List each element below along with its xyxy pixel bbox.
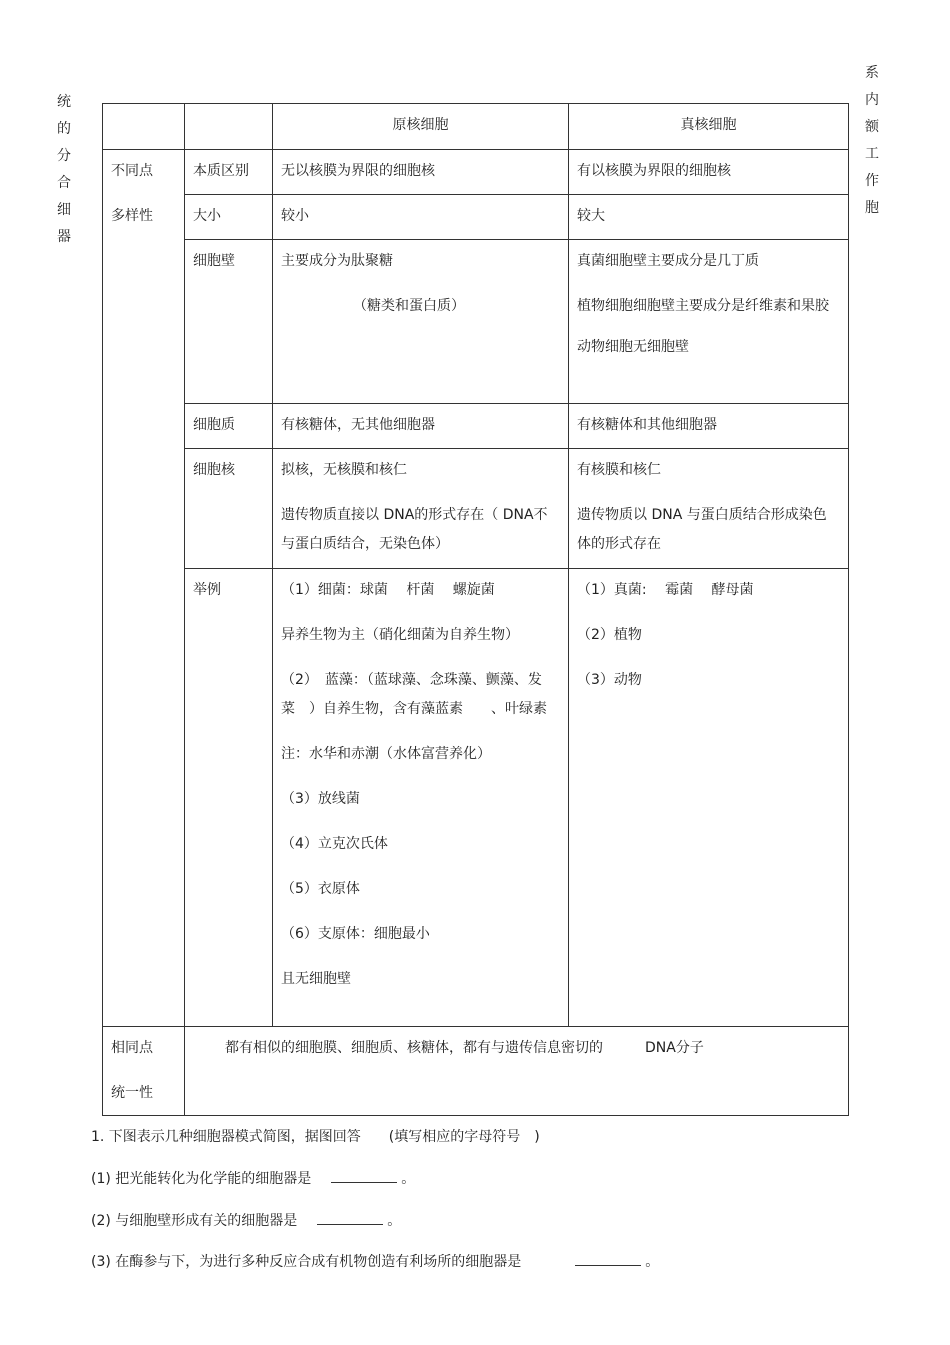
row-label-examples: 举例 bbox=[185, 569, 273, 1027]
table-row bbox=[103, 1027, 849, 1116]
comparison-table bbox=[102, 103, 849, 1116]
wall-pro-line: 主要成分为肽聚糖 bbox=[281, 253, 393, 269]
example-pro-line: （6）支原体：细胞最小 bbox=[281, 926, 430, 942]
cytoplasm-eukaryote: 有核糖体和其他细胞器 bbox=[569, 404, 849, 449]
right-margin-text bbox=[862, 60, 882, 222]
nucleus-pro-line: 遗传物质直接以 DNA的形式存在（ DNA不与蛋白质结合，无染色体） bbox=[281, 507, 548, 552]
right-margin-char: 额 bbox=[865, 119, 879, 135]
example-pro-line: 异养生物为主（硝化细菌为自养生物） bbox=[281, 627, 519, 643]
nucleus-eu-line: 有核膜和核仁 bbox=[577, 462, 661, 478]
example-pro-line: （1）细菌：球菌 杆菌 螺旋菌 bbox=[281, 582, 495, 598]
right-margin-char: 系 bbox=[865, 65, 879, 81]
left-margin-char: 统 bbox=[57, 94, 71, 110]
left-margin-text bbox=[54, 89, 74, 251]
row-label-wall: 细胞壁 bbox=[185, 240, 273, 404]
wall-eu-line: 真菌细胞壁主要成分是几丁质 bbox=[577, 253, 759, 269]
example-eu-line: （2）植物 bbox=[577, 627, 642, 643]
row-label-nucleus: 细胞核 bbox=[185, 449, 273, 569]
question-1-text: (1) 把光能转化为化学能的细胞器是 bbox=[91, 1171, 312, 1187]
wall-eu-line: 植物细胞细胞壁主要成分是纤维素和果胶 bbox=[577, 298, 829, 314]
question-3 bbox=[91, 1251, 659, 1271]
wall-eukaryote bbox=[569, 240, 849, 404]
nucleus-eu-line: 遗传物质以 DNA 与蛋白质结合形成染色体的形式存在 bbox=[577, 507, 827, 552]
table-row bbox=[103, 195, 849, 240]
header-eukaryote: 真核细胞 bbox=[569, 104, 849, 150]
right-margin-char: 胞 bbox=[865, 200, 879, 216]
example-eu-line: （1）真菌: 霉菌 酵母菌 bbox=[577, 582, 754, 598]
nucleus-pro-line: 拟核，无核膜和核仁 bbox=[281, 462, 407, 478]
table-row bbox=[103, 449, 849, 569]
differences-label-cell bbox=[103, 150, 185, 1027]
table-row bbox=[103, 404, 849, 449]
essence-eukaryote: 有以核膜为界限的细胞核 bbox=[569, 150, 849, 195]
row-label-essence: 本质区别 bbox=[185, 150, 273, 195]
left-margin-char: 合 bbox=[57, 175, 71, 191]
row-label-cytoplasm: 细胞质 bbox=[185, 404, 273, 449]
same-label: 相同点 bbox=[111, 1040, 153, 1056]
wall-pro-line: （糖类和蛋白质） bbox=[353, 298, 465, 314]
wall-eu-line: 动物细胞无细胞壁 bbox=[577, 339, 689, 355]
period-mark: 。 bbox=[387, 1213, 402, 1229]
size-prokaryote: 较小 bbox=[273, 195, 569, 240]
cytoplasm-prokaryote: 有核糖体，无其他细胞器 bbox=[273, 404, 569, 449]
answer-blank[interactable] bbox=[331, 1170, 397, 1183]
period-mark: 。 bbox=[401, 1171, 416, 1187]
left-margin-char: 细 bbox=[57, 202, 71, 218]
same-text: 都有相似的细胞膜、细胞质、核糖体，都有与遗传信息密切的 DNA分子 bbox=[185, 1027, 849, 1116]
answer-blank[interactable] bbox=[575, 1253, 641, 1266]
examples-prokaryote bbox=[273, 569, 569, 1027]
left-margin-char: 器 bbox=[57, 229, 71, 245]
size-eukaryote: 较大 bbox=[569, 195, 849, 240]
nucleus-eukaryote bbox=[569, 449, 849, 569]
question-2-text: (2) 与细胞壁形成有关的细胞器是 bbox=[91, 1213, 298, 1229]
example-pro-line: （5）衣原体 bbox=[281, 881, 360, 897]
left-margin-char: 分 bbox=[57, 148, 71, 164]
header-cell-blank bbox=[103, 104, 185, 150]
table-header-row bbox=[103, 104, 849, 150]
example-pro-line: （2） 蓝藻：（蓝球藻、念珠藻、颤藻、发菜 ）自养生物，含有藻蓝素 、叶绿素 bbox=[281, 672, 547, 717]
question-intro: 1. 下图表示几种细胞器模式简图，据图回答 (填写相应的字母符号 ) bbox=[91, 1129, 540, 1145]
table-row bbox=[103, 569, 849, 1027]
examples-eukaryote bbox=[569, 569, 849, 1027]
question-3-text: (3) 在酶参与下，为进行多种反应合成有机物创造有利场所的细胞器是 bbox=[91, 1254, 522, 1270]
header-prokaryote: 原核细胞 bbox=[273, 104, 569, 150]
example-pro-line: 注：水华和赤潮（水体富营养化） bbox=[281, 746, 491, 762]
diversity-label: 多样性 bbox=[111, 208, 153, 224]
question-2 bbox=[91, 1210, 401, 1230]
unity-label: 统一性 bbox=[111, 1085, 153, 1101]
right-margin-char: 作 bbox=[865, 173, 879, 189]
question-1 bbox=[91, 1168, 415, 1188]
example-pro-line: 且无细胞壁 bbox=[281, 971, 351, 987]
wall-prokaryote bbox=[273, 240, 569, 404]
example-pro-line: （4）立克次氏体 bbox=[281, 836, 388, 852]
same-label-cell bbox=[103, 1027, 185, 1116]
period-mark: 。 bbox=[645, 1254, 660, 1270]
right-margin-char: 内 bbox=[865, 92, 879, 108]
nucleus-prokaryote bbox=[273, 449, 569, 569]
example-pro-line: （3）放线菌 bbox=[281, 791, 360, 807]
table-row bbox=[103, 150, 849, 195]
left-margin-char: 的 bbox=[57, 121, 71, 137]
row-label-size: 大小 bbox=[185, 195, 273, 240]
right-margin-char: 工 bbox=[865, 146, 879, 162]
differences-label: 不同点 bbox=[111, 163, 153, 179]
essence-prokaryote: 无以核膜为界限的细胞核 bbox=[273, 150, 569, 195]
answer-blank[interactable] bbox=[317, 1212, 383, 1225]
table-row bbox=[103, 240, 849, 404]
header-cell-blank bbox=[185, 104, 273, 150]
example-eu-line: （3）动物 bbox=[577, 672, 642, 688]
